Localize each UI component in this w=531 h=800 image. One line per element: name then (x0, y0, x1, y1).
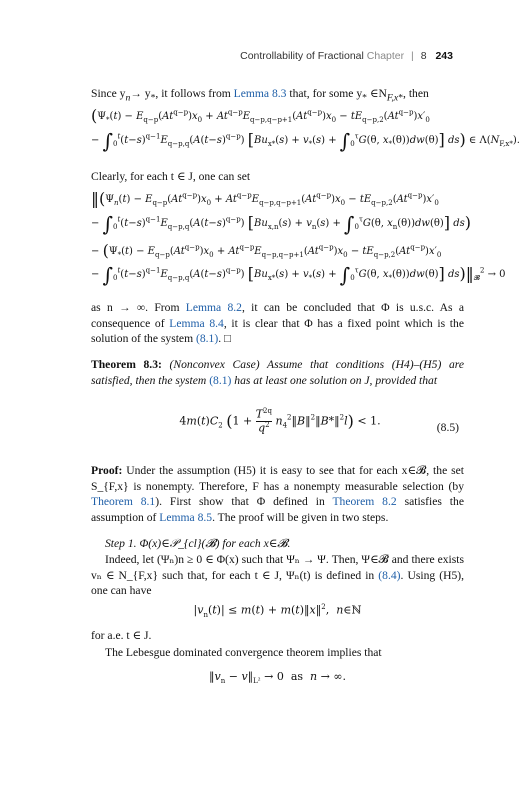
paragraph-lebesgue: The Lebesgue dominated convergence theorem implies that (105, 646, 382, 659)
equation-bound: $|v_n(t)| \le m(t)$ + m(t)‖x‖$^2$, n∈ℕ (193, 603, 362, 619)
header-title: Controllability of Fractional (240, 50, 364, 62)
equation-number-8-5: (8.5) (436, 421, 459, 434)
link-eq-8-4[interactable]: (8.4) (378, 568, 401, 582)
running-header (240, 49, 453, 63)
link-lemma-8-2[interactable]: Lemma 8.2 (185, 301, 242, 314)
equation-2-line-3: − ($\Psi_*(t) - E_{q-p}(At^{q-p})x_0 + At^{q-p}E_{q-p,q-p+1}(At^{q-p})x_0 - tE_{q-p,2}(At^{q-p})x'_0$ (91, 241, 442, 260)
proof-label: Proof: (91, 464, 123, 477)
link-theorem-8-1[interactable]: Theorem 8.1 (91, 495, 156, 509)
page-number: 243 (435, 50, 453, 62)
paragraph-ae: for a.e. t ∈ J. (91, 629, 152, 642)
header-chapter: Chapter (366, 50, 405, 62)
header-divider: | (411, 50, 414, 62)
paragraph-indeed: Indeed, let (Ψₙ)n ≥ 0 ∈ Φ(x) such that Ψₙ → Ψ. Then, Ψ∈𝓑 and there exists vₙ ∈ N_{F,x} such that, for each t ∈ J, Ψₙ(t) is defined in (8.4). Using (H5), one can have (91, 553, 465, 598)
paragraph-clearly: Clearly, for each t ∈ J, one can set (91, 170, 251, 183)
header-chapter-number: 8 (420, 50, 427, 62)
paragraph-conclusion: as n → ∞. From Lemma 8.2, it can be concluded that Φ is u.s.c. As a consequence of Lemma 8.4, it is clear that Φ has a fixed point which is the solution of the system (8.1). □ (91, 301, 465, 346)
link-system-8-1[interactable]: (8.1) (195, 332, 219, 346)
theorem-8-3: Theorem 8.3: (Nonconvex Case) Assume that conditions (H4)–(H5) are satisfied, then the system (8.1) has at least one solution on J, provided that (91, 358, 464, 387)
equation-2-line-4: − $\int_0^t(t-s)^{q-1}E_{q-p,q}(A(t-s)^{q-p}) [Bu_{x*}(s) + v_*(s) + \int_0^\tau G(\theta$, $x_*(\theta))dw(\theta)$] $ds)‖_𝓑^2 \to 0$ (91, 263, 506, 287)
link-system-8-1-thm[interactable]: (8.1) (209, 373, 232, 387)
link-lemma-8-3[interactable]: Lemma 8.3 (233, 87, 287, 100)
equation-8-5: $4m(t)C_2$ (1 + $\frac{T^{2q}}{q^2}$ $n_4^2‖B‖^2‖B*‖^2l) < 1$. (179, 407, 381, 435)
link-lemma-8-5[interactable]: Lemma 8.5 (159, 510, 213, 524)
step-1: Step 1. Φ(x)∈𝒫_{cl}(𝓑) for each x∈𝓑. (105, 537, 291, 550)
link-theorem-8-2[interactable]: Theorem 8.2 (332, 495, 397, 509)
paragraph-intro: Since $y_n\to y_*$, it follows from Lemma 8.3 that, for some $y_*$ $\in N_{F,x*}$, then (91, 87, 429, 104)
equation-1-line-1: ($\Psi_*(t) - E_{q-p}(At^{q-p})x_0 + At^{q-p}E_{q-p,q-p+1}(At^{q-p})x_0 - tE_{q-p,2}(At^{q-p})x'_0$ (91, 106, 430, 125)
equation-2-line-1: $‖(\Psi_n(t) - E_{q-p}(At^{q-p})x_0 + At^{q-p}E_{q-p,q-p+1}(At^{q-p})x_0 - tE_{q-p,2}(At^{q-p})x'_0$ (91, 189, 439, 208)
equation-convergence: $‖v_n$ − $v‖_{L^2} \to 0$ as n → ∞. (208, 670, 346, 686)
proof-paragraph: Proof: Under the assumption (H5) it is easy to see that for each x∈𝓑, the set S_{F,x} is nonempty. Therefore, F has a nonempty measurable selection (by Theorem 8.1). First show that Φ defined in Theorem 8.2 satisfies the assumption of Lemma 8.5. The proof will be given in two steps. (91, 464, 464, 524)
link-lemma-8-4[interactable]: Lemma 8.4 (169, 316, 224, 330)
equation-1-line-2: − $\int_0^t(t-s)^{q-1}E_{q-p,q}(A(t-s)^{q-p}) [Bu_{x*}(s) + v_*(s) + \int_0^\tau G(\theta$, $x_*(\theta))dw(\theta)$] ds) ∈ $\Lambda(N_{F,x*})$. (91, 129, 520, 153)
theorem-label: Theorem 8.3: (91, 358, 162, 371)
equation-2-line-2: − $\int_0^t(t-s)^{q-1}E_{q-p,q}(A(t-s)^{q-p}) [Bu_{x,n}(s) + v_n(s) + \int_0^\tau G(\theta$, $x_n(\theta))dw(\theta)$] ds) (91, 212, 472, 236)
